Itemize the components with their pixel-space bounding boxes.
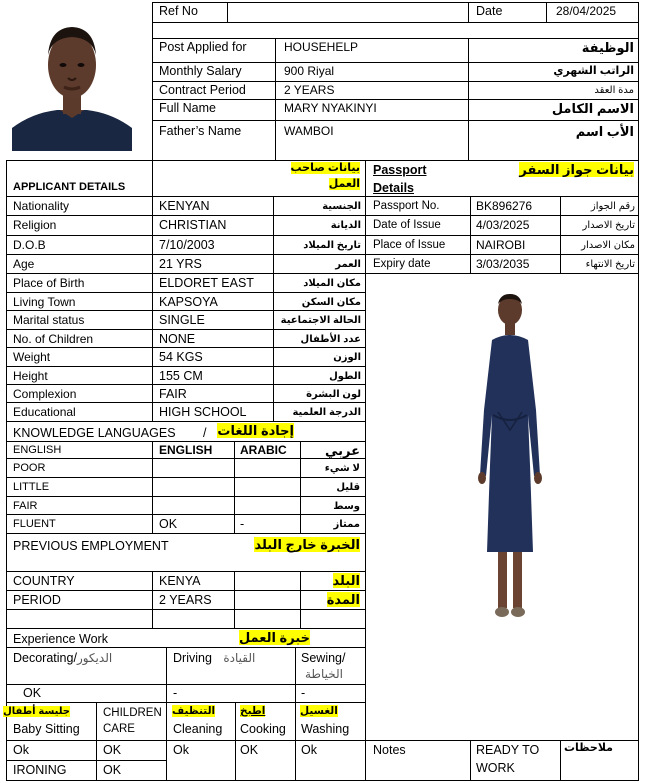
applicant-row-value: 21 YRS [159,257,202,271]
lang-col-ar: عربي [324,443,360,458]
applicant-details-title-ar-1 [290,161,360,176]
passport-row-value: BK896276 [476,199,533,213]
language-level-ar: ممتاز [333,519,360,530]
applicant-details-title-ar-2 [290,177,360,192]
monthly-salary-ar: الراتب الشهري [553,65,634,77]
applicant-row-label: Marital status [13,313,85,327]
applicant-row-ar: الدرجة العلمية [292,407,361,418]
sewing-ar: الخياطة [305,667,343,681]
previous-employment-title: PREVIOUS EMPLOYMENT [13,539,169,553]
baby-sitting-value: Ok [13,743,29,757]
applicant-row-label: Height [13,369,48,383]
employment-title-ar-text: الخبرة خارج البلد [254,537,360,552]
language-level-label: FAIR [13,500,38,512]
passport-row-ar: تاريخ الاصدار [582,220,635,231]
applicant-row-value: CHRISTIAN [159,218,227,232]
date-label: Date [476,4,503,18]
contract-period-value: 2 YEARS [284,83,335,97]
country-label: COUNTRY [13,574,75,588]
notes-value-1: READY TO [476,743,540,757]
country-ar [302,573,360,588]
applicant-row-value: HIGH SCHOOL [159,405,247,419]
experience-work-title: Experience Work [13,632,108,646]
experience-work-title-ar [230,630,310,645]
applicant-title-ar-1-text: بيانات صاحب [290,162,360,174]
full-name-label: Full Name [159,101,216,115]
decorating-label-ar: الديكور [76,651,113,665]
applicant-row-value: 54 KGS [159,350,203,364]
lang-col-arabic: ARABIC [240,443,287,457]
post-applied-ar: الوظيفة [581,40,634,55]
father-name-label: Father’s Name [159,124,242,138]
cooking-ar-text: اطبخ [240,705,266,717]
monthly-salary-value: 900 Riyal [284,64,335,78]
passport-row-value: 4/03/2025 [476,218,530,232]
applicant-row-value: SINGLE [159,313,205,327]
driving-value: - [173,686,178,700]
applicant-row-value: NONE [159,332,196,346]
applicant-row-value: 155 CM [159,369,203,383]
period-ar [302,592,360,607]
applicant-row-value: 7/10/2003 [159,238,215,252]
applicant-row-ar: الوزن [333,352,361,363]
washing-ar [300,704,350,719]
cooking-ar [240,704,290,719]
portrait-illustration [12,10,132,151]
applicant-row-ar: الديانة [330,220,361,231]
monthly-salary-label: Monthly Salary [159,64,242,78]
passport-row-label: Passport No. [373,200,440,212]
ref-no-label: Ref No [159,4,198,18]
full-name-ar: الاسم الكامل [551,101,634,116]
language-arabic-value: - [240,517,245,531]
applicant-row-label: Age [13,257,35,271]
applicant-row-value: KENYAN [159,199,210,213]
passport-title-ar-text: بيانات جواز السفر [519,162,634,177]
applicant-title-ar-2-text: العمل [328,178,360,190]
period-value: 2 YEARS [159,593,212,607]
passport-row-ar: رقم الجواز [590,201,635,212]
passport-row-value: 3/03/2035 [476,257,530,271]
lang-col-label: ENGLISH [13,444,62,456]
decorating-value: OK [23,686,42,700]
driving-label [173,651,293,666]
language-level-label: POOR [13,462,46,474]
applicant-row-label: No. of Children [13,332,94,346]
applicant-row-ar: مكان الميلاد [303,278,361,289]
applicant-row-ar: العمر [335,259,361,270]
post-applied-value: HOUSEHELP [284,40,359,54]
children-care-label-1: CHILDREN [103,707,162,719]
applicant-row-label: Complexion [13,387,77,401]
driving-label-ar: القيادة [223,651,256,665]
decorating-label-en: Decorating/ [13,651,77,665]
contract-period-ar: مدة العقد [594,85,634,96]
applicant-row-label: Place of Birth [13,276,85,290]
applicant-row-label: Nationality [13,199,70,213]
washing-ar-text: الغسيل [300,705,338,717]
previous-employment-title-ar [230,537,360,552]
knowledge-languages-slash: / [203,426,207,440]
baby-sitting-ar-text: جليسة أطفال [3,706,70,717]
ironing-value: OK [103,763,122,777]
passport-details-title-ar [480,162,634,177]
washing-value: Ok [301,743,317,757]
washing-label: Washing [301,722,350,736]
date-value: 28/04/2025 [556,4,617,18]
applicant-row-value: ELDORET EAST [159,276,254,290]
post-applied-label: Post Applied for [159,40,247,54]
applicant-row-label: Religion [13,218,57,232]
period-ar-text: المدة [326,592,360,607]
applicant-row-ar: لون البشرة [306,389,361,400]
knowledge-languages-title-ar [217,423,294,438]
applicant-row-label: D.O.B [13,238,46,252]
passport-row-value: NAIROBI [476,238,526,252]
applicant-portrait-photo [12,10,132,151]
cleaning-ar-text: التنظيف [172,705,216,717]
ironing-label: IRONING [13,763,67,777]
passport-row-ar: مكان الاصدار [581,240,635,251]
passport-row-label: Expiry date [373,258,431,270]
applicant-row-value: KAPSOYA [159,295,218,309]
children-care-label-2: CARE [103,723,135,735]
passport-row-label: Place of Issue [373,239,446,251]
cooking-label: Cooking [240,722,286,736]
applicant-full-body-photo [460,290,560,625]
applicant-row-ar: الحالة الاجتماعية [280,315,361,326]
notes-ar: ملاحظات [564,742,613,754]
language-level-label: FLUENT [13,518,56,530]
baby-sitting-ar [3,704,70,719]
contract-period-label: Contract Period [159,83,246,97]
language-level-label: LITTLE [13,481,50,493]
father-name-value: WAMBOI [284,124,334,138]
driving-label-en: Driving [173,651,212,665]
period-label: PERIOD [13,593,61,607]
language-level-ar: لا شيء [324,463,360,474]
languages-title-ar-text: إجادة اللغات [217,423,294,438]
applicant-row-label: Living Town [13,295,76,309]
passport-details-title-2: Details [373,181,414,195]
full-body-illustration [460,290,560,625]
knowledge-languages-title: KNOWLEDGE LANGUAGES [13,426,176,440]
passport-row-label: Date of Issue [373,219,441,231]
lang-col-english: ENGLISH [159,443,213,457]
applicant-row-label: Weight [13,350,51,364]
experience-title-ar-text: خبرة العمل [238,630,310,645]
language-level-ar: وسط [333,501,360,512]
children-care-value: OK [103,743,122,757]
cleaning-value: Ok [173,743,189,757]
language-level-ar: قليل [336,482,360,493]
cooking-value: OK [240,743,259,757]
applicant-row-ar: الجنسية [322,201,361,212]
cleaning-label: Cleaning [173,722,223,736]
language-english-value: OK [159,517,178,531]
country-ar-text: البلد [332,573,360,588]
decorating-label [13,651,163,666]
applicant-details-title: APPLICANT DETAILS [13,181,126,193]
notes-label: Notes [373,743,406,757]
passport-row-ar: تاريخ الانتهاء [585,259,635,270]
country-value: KENYA [159,574,201,588]
applicant-row-ar: تاريخ الميلاد [303,240,361,251]
sewing-label: Sewing/ [301,651,346,665]
notes-value-2: WORK [476,761,515,775]
father-name-ar: الأب اسم [575,124,634,139]
applicant-row-ar: الطول [329,371,361,382]
applicant-row-ar: مكان السكن [301,297,361,308]
passport-details-title: Passport [373,163,427,177]
applicant-row-label: Educational [13,405,76,419]
baby-sitting-label: Baby Sitting [13,722,80,736]
cleaning-ar [172,704,232,719]
sewing-value: - [301,686,306,700]
applicant-row-ar: عدد الأطفال [300,334,361,345]
full-name-value: MARY NYAKINYI [284,101,377,115]
applicant-row-value: FAIR [159,387,187,401]
